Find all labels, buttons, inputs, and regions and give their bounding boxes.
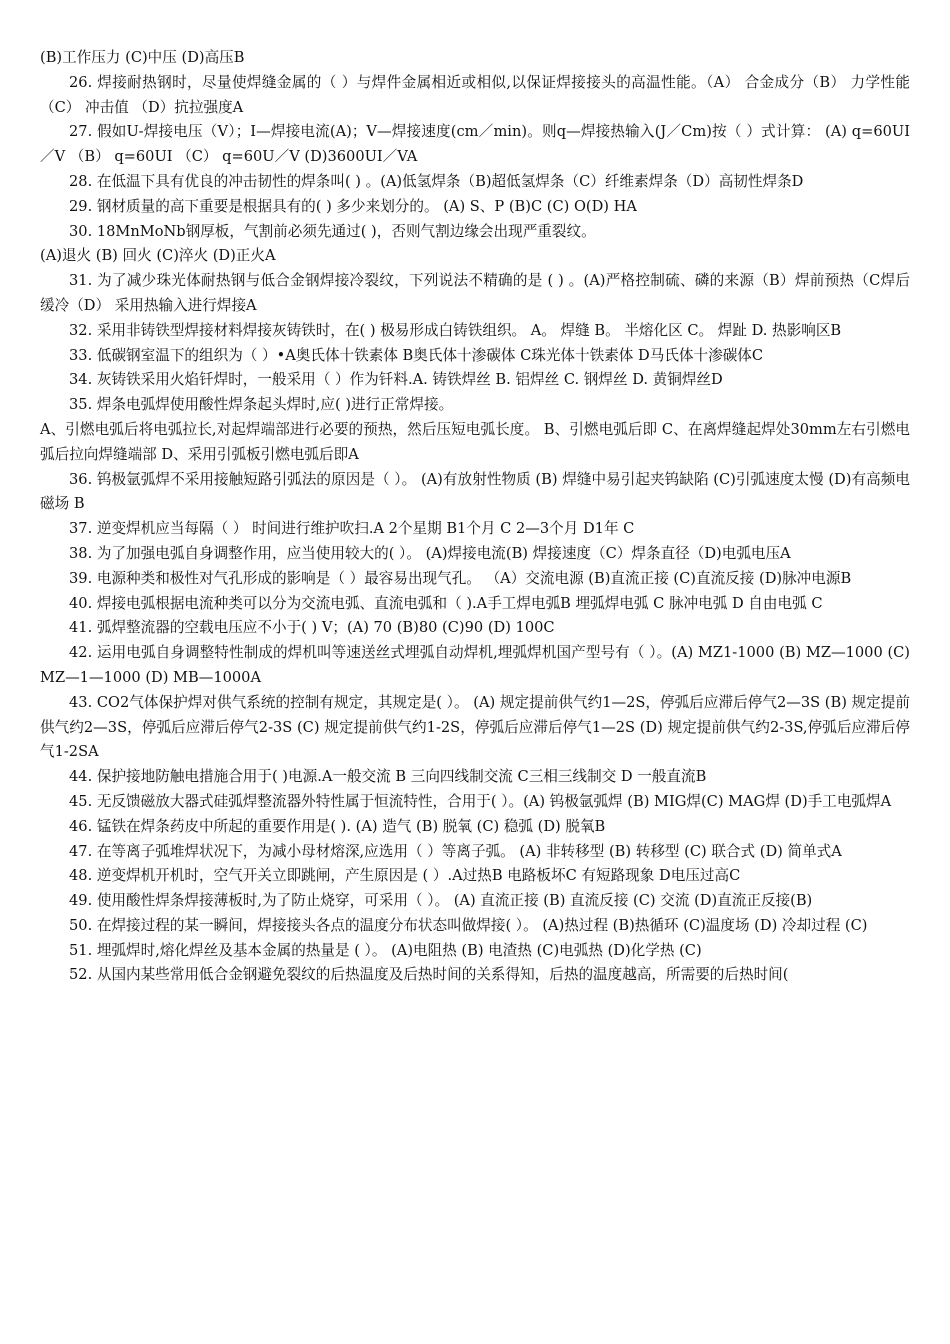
question-paragraph: (A)退火 (B) 回火 (C)淬火 (D)正火A: [40, 247, 276, 265]
question-paragraph: 51. 埋弧焊时,熔化焊丝及基本金属的热量是 ( ）。 (A)电阻热 (B) 电渣热 (C)电弧热 (D)化学热 (C): [69, 941, 702, 959]
question-paragraph: 28. 在低温下具有优良的冲击韧性的焊条叫( ) 。(A)低氢焊条（B)超低氢焊条（C）纤维素焊条（D）高韧性焊条D: [69, 172, 804, 190]
question-paragraph: 48. 逆变焊机开机时，空气开关立即跳闸，产生原因是 ( ）.A过热B 电路板坏C 有短路现象 D电压过高C: [69, 867, 741, 885]
question-paragraph: 45. 无反馈磁放大器式硅弧焊整流器外特性属于恒流特性，合用于( ）。(A) 钨极氩弧焊 (B) MIG焊(C) MAG焊 (D)手工电弧焊A: [69, 792, 892, 810]
question-paragraph: 50. 在焊接过程的某一瞬间，焊接接头各点的温度分布状态叫做焊接( ）。 (A)热过程 (B)热循环 (C)温度场 (D) 冷却过程 (C): [69, 916, 868, 934]
question-paragraph: 40. 焊接电弧根据电流种类可以分为交流电弧、直流电弧和（ ).A手工焊电弧B 埋弧焊电弧 C 脉冲电弧 D 自由电弧 C: [69, 594, 823, 612]
question-paragraph: 38. 为了加强电弧自身调整作用，应当使用较大的( ）。 (A)焊接电流(B) 焊接速度（C）焊条直径（D)电弧电压A: [69, 544, 791, 562]
question-paragraph: 41. 弧焊整流器的空载电压应不小于( ) V；(A) 70 (B)80 (C)90 (D) 100C: [69, 619, 555, 637]
question-paragraph: A、引燃电弧后将电弧拉长,对起焊端部进行必要的预热，然后压短电弧长度。 B、引燃电弧后即 C、在离焊缝起焊处30mm左右引燃电弧后拉向焊缝端部 D、采用引弧板引燃电弧后即A: [40, 420, 910, 463]
question-paragraph: (B)工作压力 (C)中压 (D)高压B: [40, 49, 245, 66]
question-paragraph: 26. 焊接耐热钢时，尽量使焊缝金属的（ ）与焊件金属相近或相似,以保证焊接接头的高温性能。（A） 合金成分（B） 力学性能（C） 冲击值 （D）抗拉强度A: [40, 73, 910, 116]
question-paragraph: 37. 逆变焊机应当每隔（ ） 时间进行维护吹扫.A 2个星期 B1个月 C 2—3个月 D1年 C: [69, 520, 635, 538]
question-paragraph: 46. 锰铁在焊条药皮中所起的重要作用是( ). (A) 造气 (B) 脱氧 (C) 稳弧 (D) 脱氧B: [69, 817, 606, 835]
question-paragraph: 31. 为了减少珠光体耐热钢与低合金钢焊接冷裂纹，下列说法不精确的是 ( ) 。(A)严格控制硫、磷的来源（B）焊前预热（C焊后缓冷（D） 采用热输入进行焊接A: [40, 272, 910, 314]
question-paragraph: 29. 钢材质量的高下重要是根据具有的( ) 多少来划分的。 (A) S、P (B)C (C) O(D) HA: [69, 197, 637, 215]
question-paragraph: 39. 电源种类和极性对气孔形成的影响是（ ）最容易出现气孔。 （A）交流电源 (B)直流正接 (C)直流反接 (D)脉冲电源B: [69, 569, 852, 587]
question-paragraph: 32. 采用非铸铁型焊接材料焊接灰铸铁时，在( ) 极易形成白铸铁组织。 A。 焊缝 B。 半熔化区 C。 焊趾 D. 热影响区B: [69, 321, 842, 339]
question-paragraph: 36. 钨极氩弧焊不采用接触短路引弧法的原因是（ ）。 (A)有放射性物质 (B) 焊缝中易引起夹钨缺陷 (C)引弧速度太慢 (D)有高频电磁场 B: [40, 470, 910, 513]
question-paragraph: 27. 假如U-焊接电压（V）；I—焊接电流(A)；V—焊接速度(cm／min)。则q—焊接热输入(J／Cm)按（ ）式计算： (A) q=60UI／V （B） q=60UI （C） q=60U／V (D)3600UI／VA: [40, 123, 910, 166]
question-paragraph: 34. 灰铸铁采用火焰钎焊时，一般采用（ ）作为钎料.A. 铸铁焊丝 B. 铝焊丝 C. 钢焊丝 D. 黄铜焊丝D: [69, 371, 723, 389]
question-paragraph: 49. 使用酸性焊条焊接薄板时,为了防止烧穿，可采用（ ）。 (A) 直流正接 (B) 直流反接 (C) 交流 (D)直流正反接(B): [69, 892, 813, 910]
question-paragraph: 30. 18MnMoNb钢厚板，气割前必须先通过( )，否则气割边缘会出现严重裂纹。: [69, 222, 596, 240]
question-paragraph: 42. 运用电弧自身调整特性制成的焊机叫等速送丝式埋弧自动焊机,埋弧焊机国产型号有（ ）。(A) MZ1-1000 (B) MZ—1000 (C)MZ—1—1000 (D) MB—1000A: [40, 644, 910, 686]
question-paragraph: 47. 在等离子弧堆焊状况下，为减小母材熔深,应选用（ ）等离子弧。 (A) 非转移型 (B) 转移型 (C) 联合式 (D) 简单式A: [69, 842, 842, 860]
question-paragraph: 33. 低碳钢室温下的组织为（ ）•A奥氏体十铁素体 B奥氏体十渗碳体 C珠光体十铁素体 D马氏体十渗碳体C: [69, 346, 764, 364]
question-paragraph: 52. 从国内某些常用低合金钢避免裂纹的后热温度及后热时间的关系得知，后热的温度越高，所需要的后热时间(: [69, 966, 789, 984]
question-paragraph: 35. 焊条电弧焊使用酸性焊条起头焊时,应( )进行正常焊接。: [69, 396, 454, 414]
question-paragraph: 43. CO2气体保护焊对供气系统的控制有规定，其规定是( ）。 (A) 规定提前供气约1—2S，停弧后应滞后停气2—3S (B) 规定提前供气约2—3S，停弧后应滞后停气2-3S (C) 规定提前供气约1-2S，停弧后应滞后停气1—2S (D) 规定提前供气约2-3S,停弧后应滞后停气1-2SA: [40, 693, 910, 761]
question-paragraph: 44. 保护接地防触电措施合用于( )电源.A一般交流 B 三向四线制交流 C三相三线制交 D 一般直流B: [69, 768, 707, 786]
